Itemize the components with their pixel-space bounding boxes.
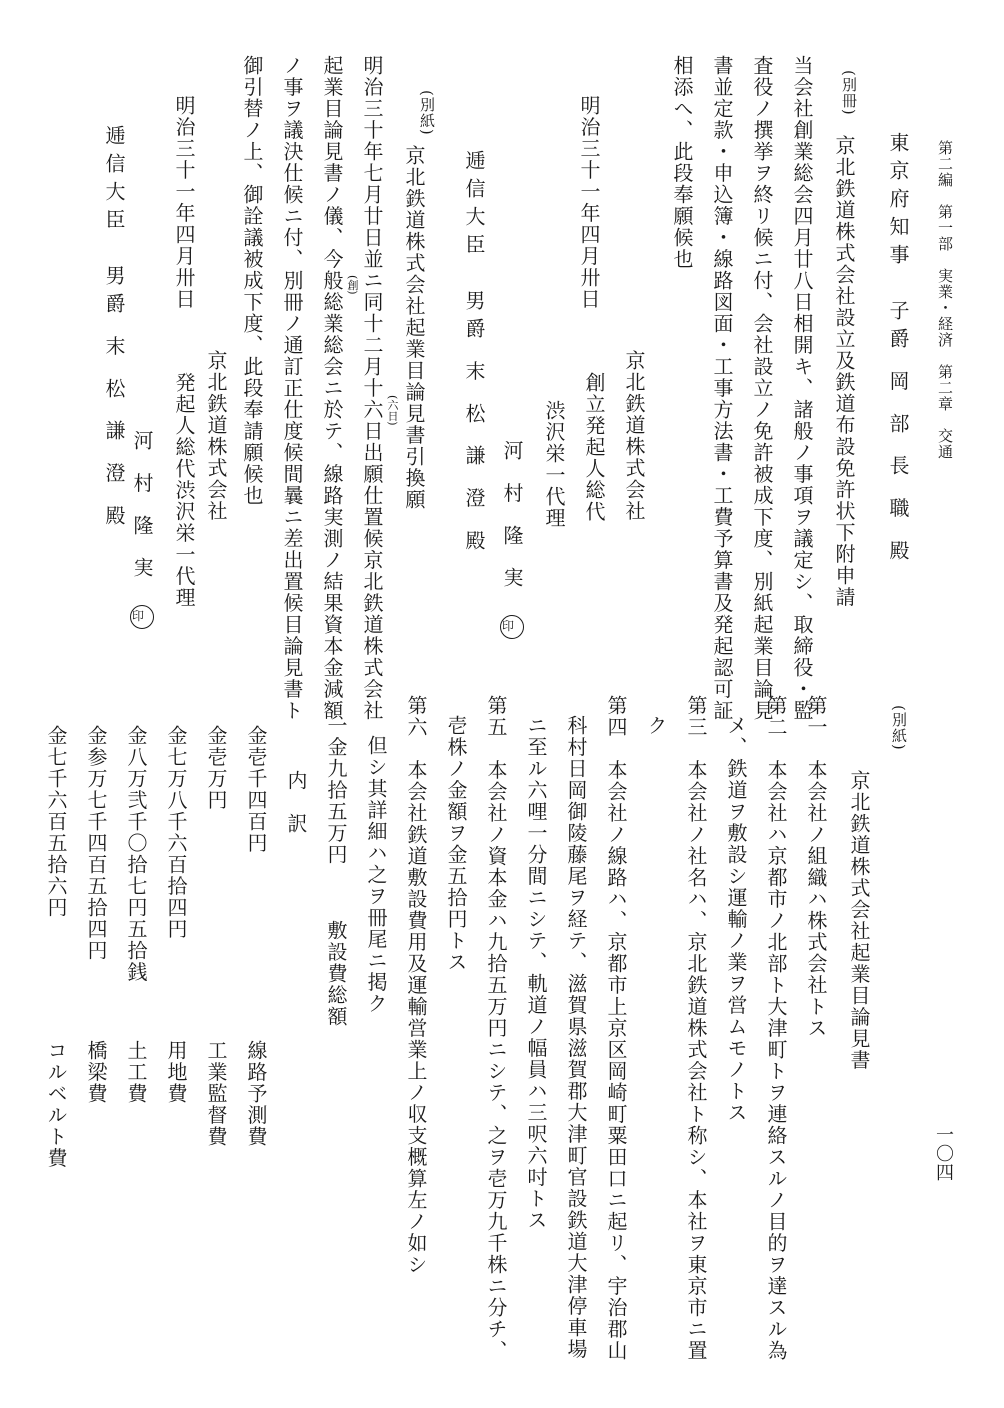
bessatsu-label: (別冊)	[840, 70, 858, 116]
date-1: 明治三十一年四月卅日	[577, 95, 601, 310]
item-label-3: 用地費	[164, 1040, 188, 1105]
article-4: 第四 本会社ノ線路ハ、京都市上京区岡崎町粟田口ニ起リ、宇治郡山	[604, 695, 628, 1362]
article-3: 第三 本会社ノ社名ハ、京北鉄道株式会社ト称シ、本社ヲ東京市ニ置	[684, 695, 708, 1362]
item-label-1: 線路予測費	[244, 1040, 268, 1148]
article-1: 第一 本会社ノ組織ハ株式会社トス	[804, 695, 828, 1039]
representative-name-2	[130, 430, 154, 629]
item-amount-1: 金壱千四百円	[244, 725, 268, 854]
total-amount: 一金九拾五万円	[324, 715, 348, 866]
representative-name-1	[500, 440, 524, 639]
exchange-title: 京北鉄道株式会社起業目論見書引換願	[402, 145, 426, 511]
lower-title: 京北鉄道株式会社起業目論見書	[847, 770, 871, 1071]
article-6-note: 但シ其詳細ハ之ヲ冊尾ニ掲ク	[364, 735, 388, 1015]
date-2: 明治三十一年四月卅日	[172, 95, 196, 310]
item-label-5: 橋梁費	[84, 1040, 108, 1105]
addressee-1: 逓信大臣 男爵 末 松 謙 澄 殿	[462, 150, 486, 558]
item-amount-3: 金七万八千六百拾四円	[164, 725, 188, 940]
seal-icon: 印	[500, 615, 524, 639]
item-amount-4: 金八万弐千〇拾七円五拾銭	[124, 725, 148, 983]
addressee-top: 東京府知事 子爵 岡 部 長 職 殿	[886, 132, 910, 568]
article-2-cont: メ、鉄道ヲ敷設シ運輸ノ業ヲ営ムモノトス	[724, 715, 748, 1124]
seal-icon: 印	[130, 605, 154, 629]
rep-title-1: 創立発起人総代	[582, 372, 606, 523]
breakdown-label: 内 訳	[284, 770, 308, 835]
article-4-cont-1: 科村日岡御陵藤尾ヲ経テ、滋賀県滋賀郡大津町官設鉄道大津停車場	[564, 715, 588, 1360]
exchange-line-1: 明治三十年七月廿日並ニ同十二月十六日出願仕置候京北鉄道株式会社	[360, 55, 384, 722]
petition-line-1: 当会社創業総会四月廿八日相開キ、諸般ノ事項ヲ議定シ、取締役・監	[790, 55, 814, 722]
petition-line-3: 書並定款・申込簿・線路図面・工事方法書・工費予算書及発起認可証	[710, 55, 734, 722]
petition-line-2: 査役ノ撰挙ヲ終リ候ニ付、会社設立ノ免許被成下度、別紙起業目論見	[750, 55, 774, 722]
addressee-2: 逓信大臣 男爵 末 松 謙 澄 殿	[102, 125, 126, 533]
exchange-line-2: 起業目論見書ノ儀、今般総業総会ニ於テ、線路実測ノ結果資本金減額	[320, 55, 344, 722]
total-label: 敷設費総額	[324, 920, 348, 1028]
page-number: 一〇四	[933, 1125, 954, 1182]
item-amount-5: 金参万七千四百五拾四円	[84, 725, 108, 962]
petition-title: 京北鉄道株式会社設立及鉄道布設免許状下附申請	[832, 135, 856, 608]
article-4-cont-2: ニ至ル六哩一分間ニシテ、軌道ノ幅員ハ三呎六吋トス	[524, 715, 548, 1231]
item-label-6: コルベルト費	[44, 1040, 68, 1169]
item-label-4: 土工費	[124, 1040, 148, 1105]
item-label-2: 工業監督費	[204, 1040, 228, 1148]
rep-2: 発起人総代渋沢栄一代理	[172, 372, 196, 609]
article-5-cont: 壱株ノ金額ヲ金五拾円トス	[444, 715, 468, 973]
proxy-1: 渋沢栄一代理	[542, 400, 566, 529]
item-amount-6: 金七千六百五拾六円	[44, 725, 68, 919]
company-1: 京北鉄道株式会社	[622, 350, 646, 522]
exchange-line-4: 御引替ノ上、御詮議被成下度、此段奉請願候也	[240, 55, 264, 507]
article-3-cont: ク	[644, 715, 668, 737]
petition-line-4: 相添へ、此段奉願候也	[670, 55, 694, 270]
ruby-note-1: (六日)	[386, 395, 399, 426]
exchange-line-3: ノ事ヲ議決仕候ニ付、別冊ノ通訂正仕度候間曩ニ差出置候目論見書ト	[280, 55, 304, 722]
article-6: 第六 本会社鉄道敷設費用及運輸営業上ノ収支概算左ノ如シ	[404, 695, 428, 1276]
name-1: 河 村 隆 実	[500, 440, 524, 596]
running-header: 第二編 第一部 実業・経済 第二章 交通	[936, 140, 954, 460]
item-amount-2: 金壱万円	[204, 725, 228, 811]
company-2: 京北鉄道株式会社	[204, 350, 228, 522]
besshi-label-upper: (別紙)	[418, 90, 436, 136]
ruby-note-2: (創)	[346, 275, 359, 295]
name-2: 河 村 隆 実	[130, 430, 154, 586]
article-2: 第二 本会社ハ京都市ノ北部ト大津町トヲ連絡スルノ目的ヲ達スル為	[764, 695, 788, 1362]
article-5: 第五 本会社ノ資本金ハ九拾五万円ニシテ、之ヲ壱万九千株ニ分チ、	[484, 695, 508, 1362]
besshi-label-lower: (別紙)	[890, 705, 908, 751]
